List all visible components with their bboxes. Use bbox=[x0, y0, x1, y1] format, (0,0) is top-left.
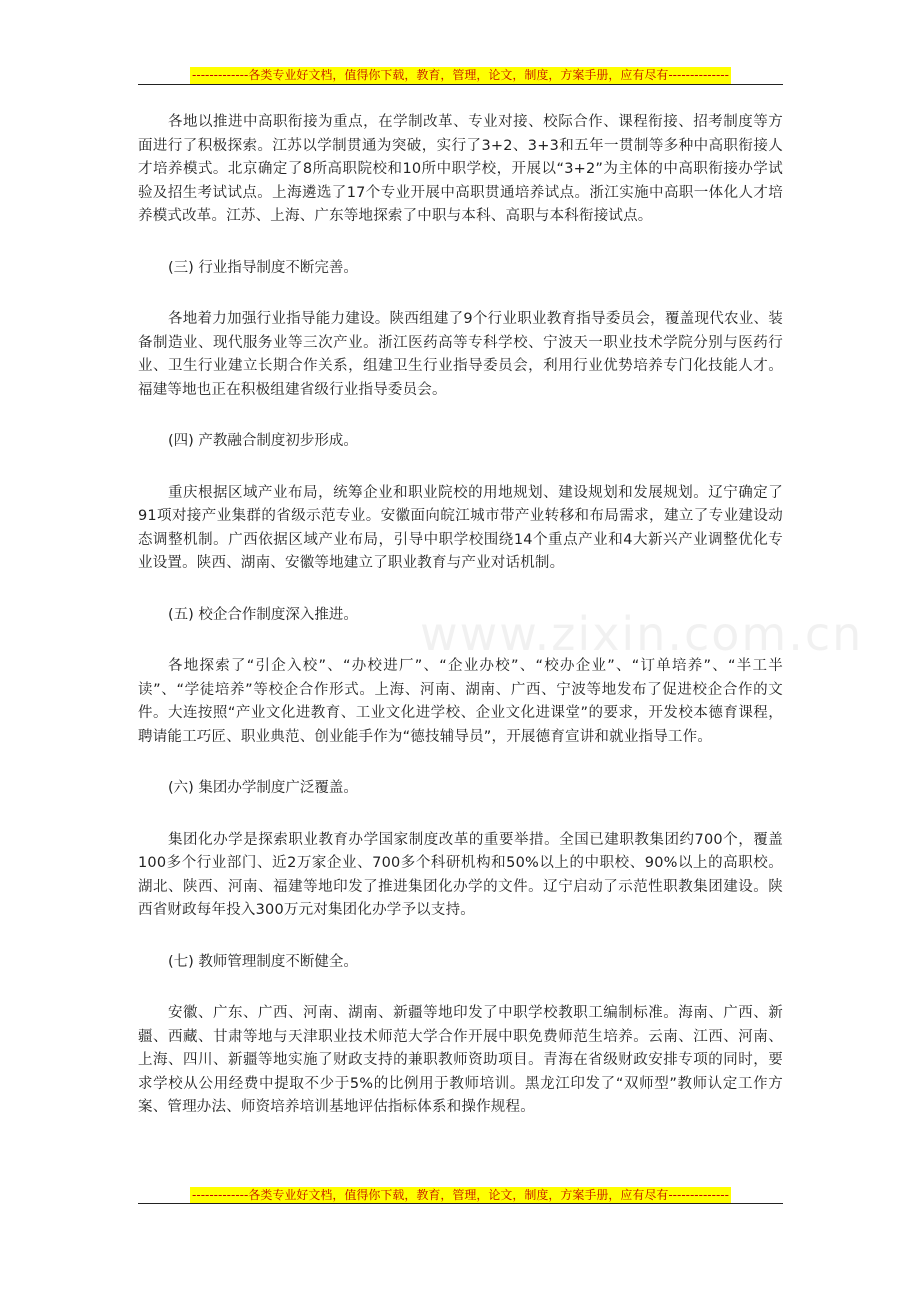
header-banner bbox=[138, 64, 783, 84]
footer-banner bbox=[138, 1184, 783, 1204]
section-heading-6: (六) 集团办学制度广泛覆盖。 bbox=[168, 780, 358, 796]
section-heading-7: (七) 教师管理制度不断健全。 bbox=[168, 953, 358, 970]
paragraph-6: 集团化办学是探索职业教育办学国家制度改革的重要举措。全国已建职教集团约700个，覆盖100多个行业部门、近2万家企业、700多个科研机构和50%以上的中职校、90%以上的高职校。湖北、陕西、河南、福建等地印发了推进集团化办学的文件。辽宁启动了示范性职教集团建设。陕西省财政每年投入300万元对集团化办学予以支持。 bbox=[138, 831, 783, 918]
document-body bbox=[138, 111, 783, 1148]
paragraph-5: 各地探索了“引企入校”、“办校进厂”、“企业办校”、“校办企业”、“订单培养”、“半工半读”、“学徒培养”等校企合作形式。上海、河南、湖南、广西、宁波等地发布了促进校企合作的文件。大连按照“产业文化进教育、工业文化进学校、企业文化进课堂”的要求，开发校本德育课程，聘请能工巧匠、职业典范、创业能手作为“德技辅导员”，开展德育宣讲和就业指导工作。 bbox=[138, 658, 783, 745]
paragraph-4: 重庆根据区域产业布局，统筹企业和职业院校的用地规划、建设规划和发展规划。辽宁确定了91项对接产业集群的省级示范专业。安徽面向皖江城市带产业转移和布局需求，建立了专业建设动态调整机制。广西依据区域产业布局，引导中职学校围绕14个重点产业和4大新兴产业调整优化专业设置。陕西、湖南、安徽等地建立了职业教育与产业对话机制。 bbox=[138, 484, 783, 571]
paragraph-1: 各地以推进中高职衔接为重点，在学制改革、专业对接、校际合作、课程衔接、招考制度等方面进行了积极探索。江苏以学制贯通为突破，实行了3+2、3+3和五年一贯制等多种中高职衔接人才培养模式。北京确定了8所高职院校和10所中职学校，开展以“3+2”为主体的中高职衔接办学试验及招生考试试点。上海遴选了17个专业开展中高职贯通培养试点。浙江实施中高职一体化人才培养模式改革。江苏、上海、广东等地探索了中职与本科、高职与本科衔接试点。 bbox=[138, 114, 783, 224]
header-banner-text: -------------各类专业好文档，值得你下载，教育，管理，论文，制度，方案手册，应有尽有-------------- bbox=[192, 68, 729, 82]
section-heading-4: (四) 产教融合制度初步形成。 bbox=[168, 433, 358, 449]
footer-rule bbox=[138, 1203, 783, 1204]
section-heading-5: (五) 校企合作制度深入推进。 bbox=[168, 606, 358, 623]
section-heading-3: (三) 行业指导制度不断完善。 bbox=[168, 259, 358, 276]
paragraph-3: 各地着力加强行业指导能力建设。陕西组建了9个行业职业教育指导委员会，覆盖现代农业、装备制造业、现代服务业等三次产业。浙江医药高等专科学校、宁波天一职业技术学院分别与医药行业、卫生行业建立长期合作关系，组建卫生行业指导委员会，利用行业优势培养专门化技能人才。福建等地也正在积极组建省级行业指导委员会。 bbox=[138, 311, 783, 398]
header-rule bbox=[138, 84, 783, 85]
footer-banner-text: -------------各类专业好文档，值得你下载，教育，管理，论文，制度，方案手册，应有尽有-------------- bbox=[192, 1188, 729, 1202]
paragraph-7: 安徽、广东、广西、河南、湖南、新疆等地印发了中职学校教职工编制标准。海南、广西、新疆、西藏、甘肃等地与天津职业技术师范大学合作开展中职免费师范生培养。云南、江西、河南、上海、四川、新疆等地实施了财政支持的兼职教师资助项目。青海在省级财政安排专项的同时，要求学校从公用经费中提取不少于5%的比例用于教师培训。黑龙江印发了“双师型”教师认定工作方案、管理办法、师资培养培训基地评估指标体系和操作规程。 bbox=[138, 1005, 783, 1115]
watermark: www.zixin.com.cn bbox=[420, 607, 864, 661]
